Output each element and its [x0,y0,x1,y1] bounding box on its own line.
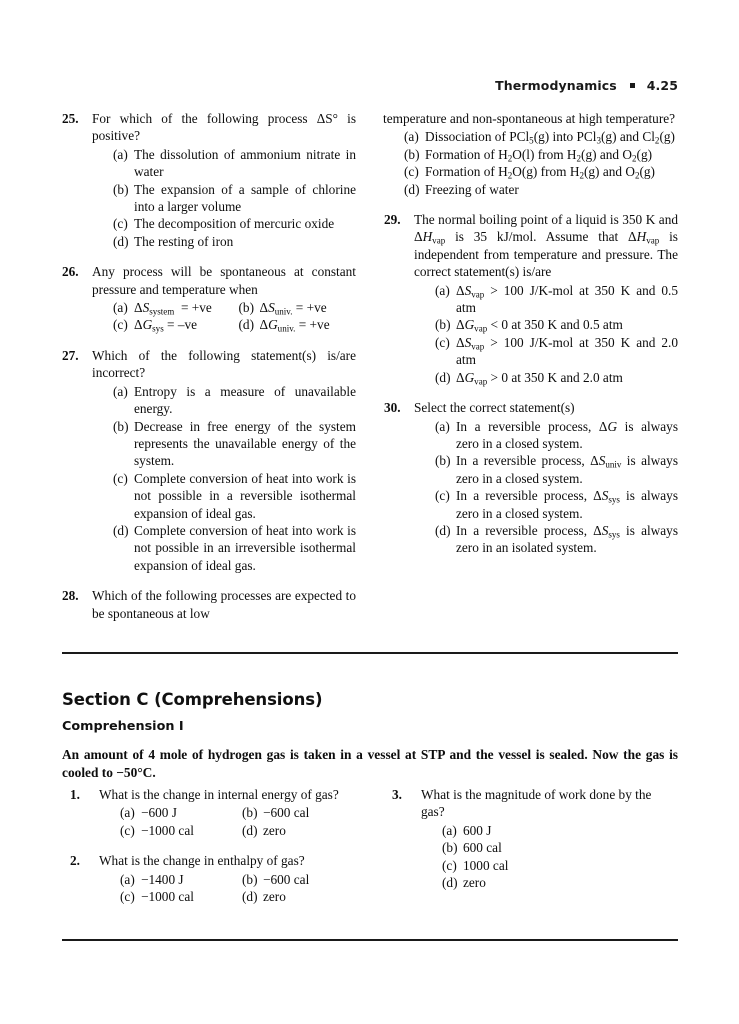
question-body [421,786,678,891]
question-stem: What is the change in internal energy of gas? [99,787,339,802]
question-body [99,786,356,839]
option-label: (d) [435,522,451,538]
question-body [383,110,678,198]
option-d[interactable] [242,888,356,905]
left-column [61,110,356,624]
section-title: Section C (Comprehensions) [62,690,323,709]
option-a[interactable] [113,383,356,418]
comprehension-intro: An amount of 4 mole of hydrogen gas is taken in a vessel at STP and the vessel is sealed. Now the gas is cooled to −50°C. [62,747,678,780]
option-text: In a reversible process, $\Delta S_{sys}$ is always zero in a closed system. [456,488,678,521]
option-text: Entropy is a measure of unavailable energy. [134,383,356,417]
option-label: (a) [435,418,450,434]
option-text: The expansion of a sample of chlorine into a larger volume [134,181,356,215]
option-text: In a reversible process, $\Delta S_{sys}$ is always zero in an isolated system. [456,522,678,556]
option-label: (c) [404,164,419,180]
option-c[interactable] [113,470,356,522]
option-text: Complete conversion of heat into work is not possible in a reversible isothermal expansion of ideal gas. [134,470,356,521]
option-text: In a reversible process, ΔG is always zero in a closed system. [456,418,678,451]
running-head-title: Thermodynamics [495,78,617,93]
option-label: (c) [435,488,450,504]
option-label: (c) [113,317,128,333]
option-text: −600 J [141,805,177,821]
option-label: (b) [113,181,129,197]
option-label: (d) [113,233,129,249]
question-number: 25. [62,111,79,126]
option-b[interactable] [113,181,356,216]
option-b[interactable] [242,804,356,821]
option-a[interactable] [435,282,678,317]
spacer [61,252,356,263]
option-label: (b) [442,840,458,856]
option-label: (b) [435,317,451,333]
option-label: (a) [113,300,128,316]
option-a[interactable] [404,128,678,145]
option-text: 1000 cal [463,857,509,873]
option-text: Decrease in free energy of the system represents the unavailable energy of the system. [134,418,356,469]
option-c[interactable] [120,888,234,905]
option-label: (a) [120,805,135,821]
option-list [99,804,356,839]
option-a[interactable] [120,871,234,888]
option-text: In a reversible process, $\Delta S_{univ}$ is always zero in a closed system. [456,453,678,486]
question-stem: What is the magnitude of work done by the gas? [421,787,652,820]
option-text: 600 cal [463,840,502,856]
option-label: (d) [435,369,451,385]
question-27 [61,347,356,574]
option-label: (a) [442,822,457,838]
option-text: Formation of $H_2O(l)$ from $H_2(g)$ and $O_2(g)$ [425,146,653,164]
option-c[interactable] [113,215,356,232]
option-label: (c) [442,857,457,873]
option-list [414,418,678,557]
question-number: 1. [70,787,80,802]
option-label: (d) [404,181,420,197]
question-number: 2. [70,853,80,869]
option-text: The dissolution of ammonium nitrate in water [134,146,356,180]
question-columns [61,110,678,624]
section-divider-bottom [62,939,678,941]
option-d[interactable] [404,181,678,198]
question-body [92,110,356,250]
question-number: 28. [62,588,79,604]
option-text: −600 cal [263,805,310,821]
option-text: Freezing of water [425,181,519,197]
option-b[interactable] [242,871,356,888]
running-head [0,78,678,93]
question-number: 29. [384,212,401,228]
option-text: $\Delta G_{vap} < 0$ at 350 K and 0.5 atm [456,317,623,334]
question-stem: Which of the following statement(s) is/are incorrect? [92,347,356,381]
option-b[interactable] [435,452,678,487]
comprehension-left-column [61,786,356,907]
option-label: (a) [120,871,135,887]
option-text: The resting of iron [134,233,234,249]
question-30 [383,399,678,557]
option-list [421,822,678,892]
question-stem: For which of the following process ΔS° is positive? [92,111,356,144]
option-text: $\Delta G_{univ.} = +ve$ [259,317,330,334]
question-stem: Which of the following processes are expected to be spontaneous at low [92,588,356,621]
option-list [414,282,678,386]
right-column [383,110,678,624]
option-list [92,299,356,334]
option-d[interactable] [239,316,357,333]
question-28-continued [383,110,678,198]
section-divider-top [62,652,678,654]
option-text: $\Delta S_{vap} > 100$ J/K-mol at 350 K and 2.0 atm [456,334,678,368]
option-text: −1000 cal [141,889,194,905]
option-b[interactable] [239,299,357,316]
section-c-header [62,690,678,781]
option-list [92,146,356,250]
option-text: Formation of $H_2O(g)$ from $H_2(g)$ and $O_2(g)$ [425,164,655,181]
option-label: (b) [238,300,255,316]
option-label: (c) [113,470,128,486]
option-a[interactable] [120,804,234,821]
question-body [92,347,356,574]
option-b[interactable] [442,839,678,856]
option-label: (b) [435,453,451,469]
option-list [92,383,356,574]
option-a[interactable] [113,299,231,316]
spacer [383,200,678,211]
spacer [61,576,356,587]
option-d[interactable] [442,874,678,891]
spacer [61,336,356,347]
option-a[interactable] [113,146,356,181]
comprehension-question-2 [61,852,356,905]
option-label: (a) [435,282,450,298]
option-text: 600 J [463,822,492,838]
option-text: $\Delta G_{sys} = -ve$ [134,317,198,334]
option-label: (a) [113,146,128,162]
option-text: $\Delta S_{univ.} = +ve$ [259,300,327,317]
spacer [383,388,678,399]
question-body [99,852,356,905]
option-list [99,871,356,906]
option-text: Complete conversion of heat into work is not possible in an irreversible isothermal expansion of ideal gas. [134,522,356,573]
question-25 [61,110,356,250]
option-b[interactable] [113,418,356,470]
question-stem: Any process will be spontaneous at constant pressure and temperature when [92,264,356,297]
option-b[interactable] [404,146,678,163]
option-label: (b) [404,146,420,162]
question-stem: What is the change in enthalpy of gas? [99,853,305,869]
question-body [92,587,356,622]
option-label: (b) [242,871,258,887]
option-label: (b) [113,418,129,434]
option-text: Dissociation of PCl$_5$(g) into PCl$_3$(g) and $Cl_2(g)$ [425,129,675,146]
option-c[interactable] [435,334,678,369]
option-list [383,128,678,198]
spacer [61,841,356,852]
option-c[interactable] [120,822,234,839]
option-d[interactable] [435,522,678,557]
option-text: zero [263,822,286,838]
page-folio: 4.25 [646,78,678,93]
question-number: 3. [392,787,402,802]
option-a[interactable] [435,418,678,453]
option-c[interactable] [404,163,678,180]
question-number: 27. [62,347,79,363]
question-stem: Select the correct statement(s) [414,400,575,416]
option-d[interactable] [242,822,356,839]
question-number: 30. [384,400,401,416]
option-text: $\Delta S_{system} = +ve$ [134,300,212,317]
option-text: $\Delta S_{vap} > 100$ J/K-mol at 350 K and 0.5 atm [456,282,678,316]
option-text: zero [263,889,286,905]
option-text: −600 cal [263,871,310,887]
option-label: (a) [404,129,419,145]
comprehension-question-3 [383,786,678,891]
option-label: (c) [120,822,135,838]
option-text: −1000 cal [141,822,194,838]
option-c[interactable] [113,316,231,333]
option-label: (a) [113,383,128,399]
comprehension-columns [61,786,678,907]
option-b[interactable] [435,316,678,333]
option-label: (d) [113,522,129,538]
option-a[interactable] [442,822,678,839]
question-number: 26. [62,264,79,280]
question-28 [61,587,356,622]
question-body [414,399,678,557]
question-stem-continuation: temperature and non-spontaneous at high temperature? [383,111,676,126]
question-body [414,211,678,386]
option-text: zero [463,875,486,891]
question-body [92,263,356,334]
option-label: (c) [113,216,128,232]
comprehension-subtitle: Comprehension I [62,719,184,734]
option-label: (c) [120,889,135,905]
option-label: (b) [242,805,258,821]
option-c[interactable] [442,857,678,874]
question-29 [383,211,678,386]
option-d[interactable] [113,522,356,574]
comprehension-question-1 [61,786,356,839]
option-text: $\Delta G_{vap} > 0$ at 350 K and 2.0 atm [456,369,623,387]
question-26 [61,263,356,334]
option-label: (d) [242,822,258,838]
option-label: (c) [435,334,450,350]
option-d[interactable] [113,233,356,250]
comprehension-right-column [383,786,678,907]
option-text: −1400 J [141,871,184,887]
option-label: (d) [238,317,255,333]
option-c[interactable] [435,487,678,522]
question-stem: The normal boiling point of a liquid is 350 K and $\Delta H_{vap}$ is 35 kJ/mol. Assume that $\Delta H_{vap}$ is independent from temperature and pressure. The correct statement(s) is/are [414,212,678,280]
bullet-square-icon [630,83,635,88]
option-d[interactable] [435,369,678,386]
option-label: (d) [442,875,458,891]
option-text: The decomposition of mercuric oxide [134,216,335,232]
option-label: (d) [242,889,258,905]
